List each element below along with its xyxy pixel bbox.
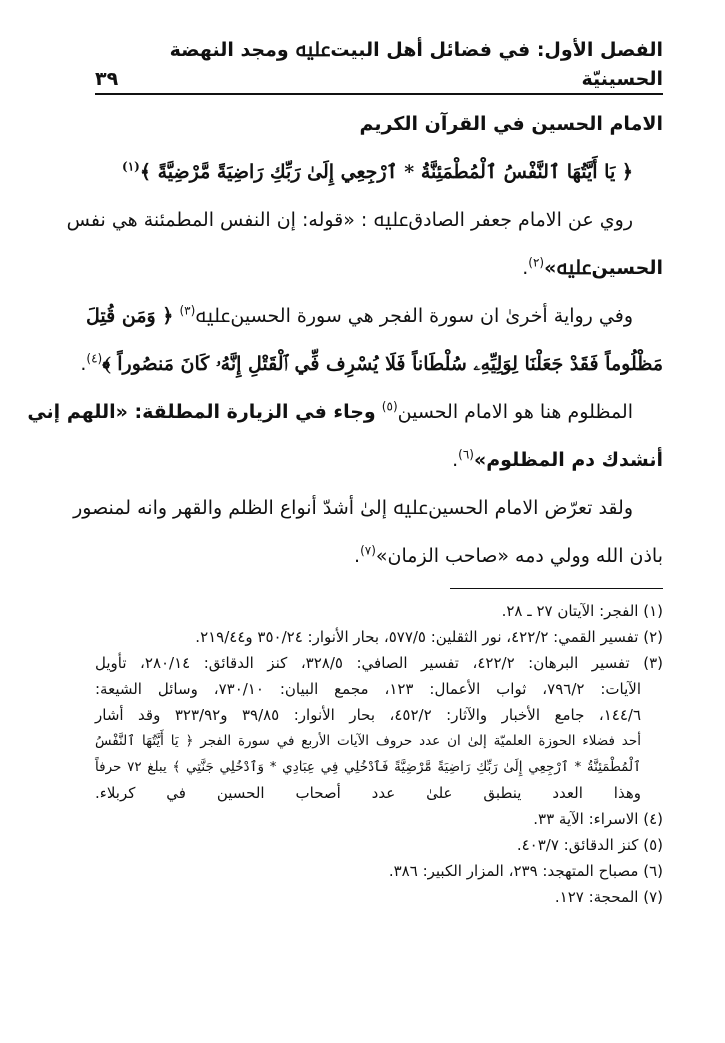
chapter-title: الفصل الأول: في فضائل أهل البيتﷷ ومجد النهضة الحسينيّة <box>169 39 663 90</box>
footnote-line: وهذا العدد ينطبق علىٰ عدد أصحاب الحسين في كربلاء. <box>95 784 641 802</box>
footnote-ref: (٣) <box>179 303 196 318</box>
footnote-divider <box>450 588 663 589</box>
footnote-ref: (٧) <box>360 543 376 558</box>
paragraph-text: باذن الله وولي دمه «صاحب الزمان» <box>375 545 663 567</box>
footnote: (١) الفجر: الآيتان ٢٧ ـ ٢٨. <box>501 602 663 620</box>
paragraph-line: أنشدك دم المظلوم»$^{(٦)}$. <box>452 447 663 471</box>
footnote-ref: (٤) <box>86 351 103 366</box>
paragraph-text: وجاء في الزيارة المطلقة: «اللهم إني <box>27 401 376 423</box>
footnote-ref: (٦) <box>458 447 474 462</box>
verse-text: ﴿ وَمَن قُتِلَ <box>86 305 174 327</box>
verse-text: مَظْلُوماً فَقَدْ جَعَلْنَا لِوَلِيِّهِۦ سُلْطَاناً فَلَا يُسْرِف فِّي ٱلْقَتْلِ إِنَّهُۥ كَانَ مَنصُوراً ﴾ <box>102 353 663 375</box>
main-text <box>27 100 663 580</box>
running-header <box>95 39 663 90</box>
footnote: (٤) الاسراء: الآية ٣٣. <box>533 810 663 828</box>
paragraph-line: مَظْلُوماً فَقَدْ جَعَلْنَا لِوَلِيِّهِۦ سُلْطَاناً فَلَا يُسْرِف فِّي ٱلْقَتْلِ إِنَّهُۥ كَانَ مَنصُوراً ﴾$^{(٤)}$. <box>80 351 663 375</box>
footnote: (٥) كنز الدقائق: ٤٠٣/٧. <box>516 836 663 854</box>
header-divider <box>95 93 663 95</box>
footnote-ref: (٢) <box>528 255 545 270</box>
paragraph-line <box>73 484 663 532</box>
footnotes <box>95 598 663 910</box>
paragraph-line: باذن الله وولي دمه «صاحب الزمان»$^{(٧)}$. <box>354 543 663 567</box>
footnote-line: (٣) تفسير البرهان: ٤٢٢/٢، تفسير الصافي: ٣٢٨/٥، كنز الدقائق: ٢٨٠/١٤، تأويل <box>95 654 663 672</box>
paragraph-line <box>86 292 663 340</box>
section-heading: الامام الحسين في القرآن الكريم <box>359 113 663 135</box>
footnote <box>95 650 663 806</box>
footnote-line: ١٤٤/٦، جامع الأخبار والآثار: ٤٥٢/٢، بحار الأنوار: ٣٩/٨٥ و٣٢٣/٩٢ وقد أشار <box>95 706 641 724</box>
footnote-line: أحد فضلاء الحوزة العلميّة إلىٰ ان عدد حروف الآيات الأربع في سورة الفجر ﴿ يَا أَيَّتُهَا ٱلنَّفْسُ <box>95 733 641 749</box>
footnote-ref: (٥) <box>381 399 398 414</box>
paragraph-line <box>27 388 663 436</box>
footnote: (٢) تفسير القمي: ٤٢٢/٢، نور الثقلين: ٥٧٧/٥، بحار الأنوار: ٣٥٠/٢٤ و٢١٩/٤٤. <box>195 628 663 646</box>
paragraph-line <box>66 196 663 244</box>
paragraph-text: ولقد تعرّض الامام الحسينﷷ إلىٰ أشدّ أنواع الظلم والقهر وانه لمنصور <box>73 497 633 519</box>
paragraph-text: أنشدك دم المظلوم» <box>473 449 663 471</box>
footnote-line: الآيات: ٧٩٦/٢، ثواب الأعمال: ١٢٣، مجمع البيان: ٧٣٠/١٠، وسائل الشيعة: <box>95 680 641 698</box>
footnote-line: ٱلْمُطْمَئِنَّةُ * ٱرْجِعِي إِلَىٰ رَبِّكِ رَاضِيَةً مَّرْضِيَّةً فَٱدْخُلِي فِي عِبَادِي * وَٱدْخُلِي جَنَّتِي ﴾ يبلغ ٧٢ حرفاً <box>95 759 641 775</box>
paragraph-text: الحسينﷷ» <box>544 257 663 279</box>
footnote: (٦) مصباح المتهجد: ٢٣٩، المزار الكبير: ٣٨٦. <box>388 862 663 880</box>
paragraph-text: روي عن الامام جعفر الصادقﷷ : «قوله: إن النفس المطمئنة هي نفس <box>66 209 633 231</box>
paragraph-text: المظلوم هنا هو الامام الحسين <box>397 401 633 423</box>
page-number: ٣٩ <box>95 68 119 90</box>
verse-line <box>95 148 663 196</box>
footnote: (٧) المحجة: ١٢٧. <box>554 888 663 906</box>
verse-text: ﴿ يَا أَيَّتُهَا ٱلنَّفْسُ ٱلْمُطْمَئِنَّةُ * ٱرْجِعِي إِلَىٰ رَبِّكِ رَاضِيَةً مَّرْضِيَّةً ﴾ <box>139 161 633 183</box>
paragraph-text: وفي رواية أخرىٰ ان سورة الفجر هي سورة الحسينﷷ <box>195 305 633 327</box>
paragraph-line: الحسينﷷ»$^{(٢)}$. <box>522 255 663 279</box>
footnote-ref: (١) <box>122 159 140 174</box>
